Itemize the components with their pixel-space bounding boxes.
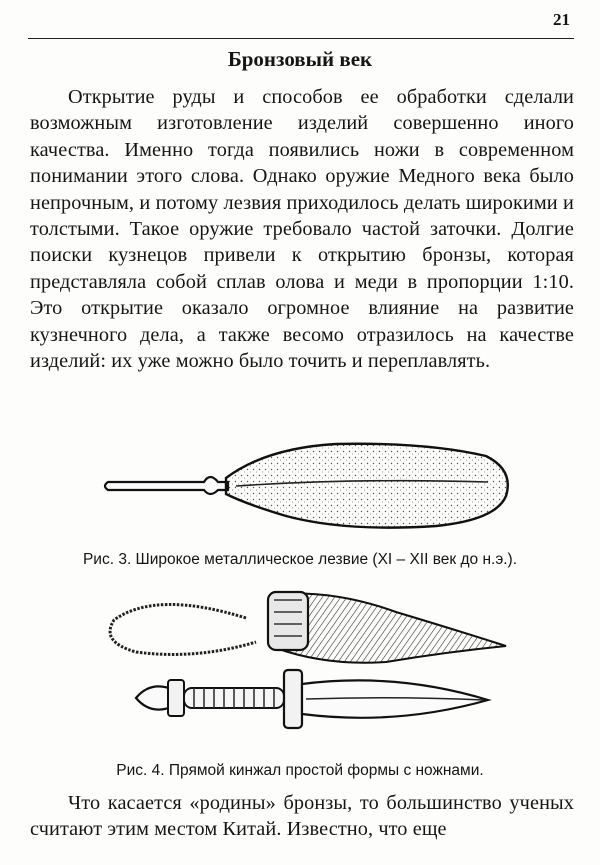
header-rule <box>28 38 574 39</box>
figure-3-caption: Рис. 3. Широкое металлическое лезвие (XI – XII век до н.э.). <box>82 551 518 568</box>
page-number: 21 <box>553 10 570 29</box>
figure-4 <box>96 580 516 745</box>
figure-4-caption: Рис. 4. Прямой кинжал простой формы с ножнами. <box>116 762 484 779</box>
dagger-with-sheath-illustration <box>96 580 516 745</box>
continuation-paragraph: Что касается «родины» бронзы, то большинство ученых считают этим местом Китай. Известно, что еще <box>30 792 574 841</box>
broad-blade-illustration <box>96 438 516 538</box>
section-title: Бронзовый век <box>227 47 373 71</box>
intro-paragraph: Открытие руды и способов ее обработки сделали возможным изготовление изделий совершенно иного качества. Именно тогда появились ножи в современном понимании этого слова. Однако оружие Медного века было непрочным, и потому лезвия приходилось делать широкими и толстыми. Такое оружие требовало частой заточки. Долгие поиски кузнецов привели к открытию бронзы, которая представляла собой сплав олова и меди в пропорции 1:10. Это открытие оказало огромное влияние на развитие кузнечного дела, а также весомо отразилось на качестве изделий: их уже можно было точить и переплавлять. <box>30 86 574 373</box>
figure-3 <box>96 438 516 538</box>
